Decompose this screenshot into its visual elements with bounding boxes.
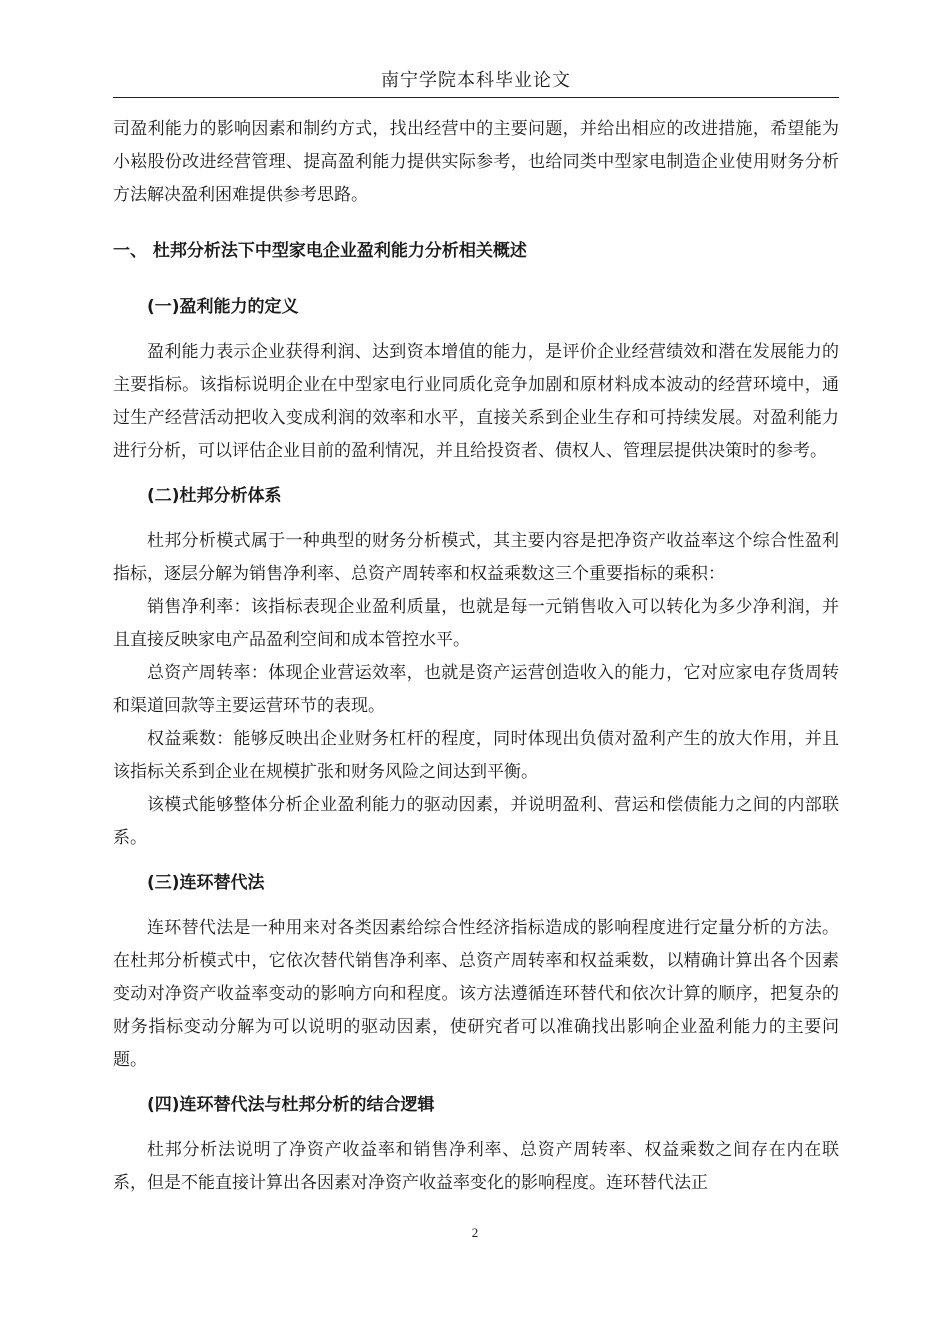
- running-header: 南宁学院本科毕业论文: [381, 70, 571, 91]
- page-content: [113, 113, 839, 1200]
- paragraph-dupont-intro: 杜邦分析模式属于一种典型的财务分析模式，其主要内容是把净资产收益率这个综合性盈利指标，逐层分解为销售净利率、总资产周转率和权益乘数这三个重要指标的乘积：: [113, 531, 839, 584]
- page-number: 2: [471, 1225, 479, 1240]
- subsection-heading-dupont: (二)杜邦分析体系: [147, 486, 282, 506]
- subsection-heading-chain-substitution: (三)连环替代法: [147, 873, 265, 893]
- header-rule: [113, 97, 839, 98]
- intro-continuation-paragraph: 司盈利能力的影响因素和制约方式，找出经营中的主要问题，并给出相应的改进措施，希望能为小崧股份改进经营管理、提高盈利能力提供实际参考，也给同类中型家电制造企业使用财务分析方法解决盈利困难提供参考思路。: [113, 119, 839, 205]
- paragraph-dupont-summary: 该模式能够整体分析企业盈利能力的驱动因素，并说明盈利、营运和偿债能力之间的内部联系。: [113, 795, 839, 848]
- paragraph-combined-logic: 杜邦分析法说明了净资产收益率和销售净利率、总资产周转率、权益乘数之间存在内在联系，但是不能直接计算出各因素对净资产收益率变化的影响程度。连环替代法正: [113, 1140, 839, 1193]
- paragraph-chain-substitution: 连环替代法是一种用来对各类因素给综合性经济指标造成的影响程度进行定量分析的方法。在杜邦分析模式中，它依次替代销售净利率、总资产周转率和权益乘数，以精确计算出各个因素变动对净资产收益率变动的影响方向和程度。该方法遵循连环替代和依次计算的顺序，把复杂的财务指标变动分解为可以说明的驱动因素，使研究者可以准确找出影响企业盈利能力的主要问题。: [113, 918, 839, 1070]
- paragraph-definition: 盈利能力表示企业获得利润、达到资本增值的能力，是评价企业经营绩效和潜在发展能力的主要指标。该指标说明企业在中型家电行业同质化竞争加剧和原材料成本波动的经营环境中，通过生产经营活动把收入变成利润的效率和水平，直接关系到企业生存和可持续发展。对盈利能力进行分析，可以评估企业目前的盈利情况，并且给投资者、债权人、管理层提供决策时的参考。: [113, 342, 839, 461]
- paragraph-asset-turnover: 总资产周转率：体现企业营运效率，也就是资产运营创造收入的能力，它对应家电存货周转和渠道回款等主要运营环节的表现。: [113, 663, 839, 716]
- section-heading: 一、 杜邦分析法下中型家电企业盈利能力分析相关概述: [113, 241, 527, 261]
- subsection-heading-combined-logic: (四)连环替代法与杜邦分析的结合逻辑: [147, 1095, 435, 1115]
- subsection-heading-definition: (一)盈利能力的定义: [147, 297, 299, 317]
- paragraph-net-profit-margin: 销售净利率：该指标表现企业盈利质量，也就是每一元销售收入可以转化为多少净利润，并且直接反映家电产品盈利空间和成本管控水平。: [113, 597, 839, 650]
- paragraph-equity-multiplier: 权益乘数：能够反映出企业财务杠杆的程度，同时体现出负债对盈利产生的放大作用，并且该指标关系到企业在规模扩张和财务风险之间达到平衡。: [113, 729, 839, 782]
